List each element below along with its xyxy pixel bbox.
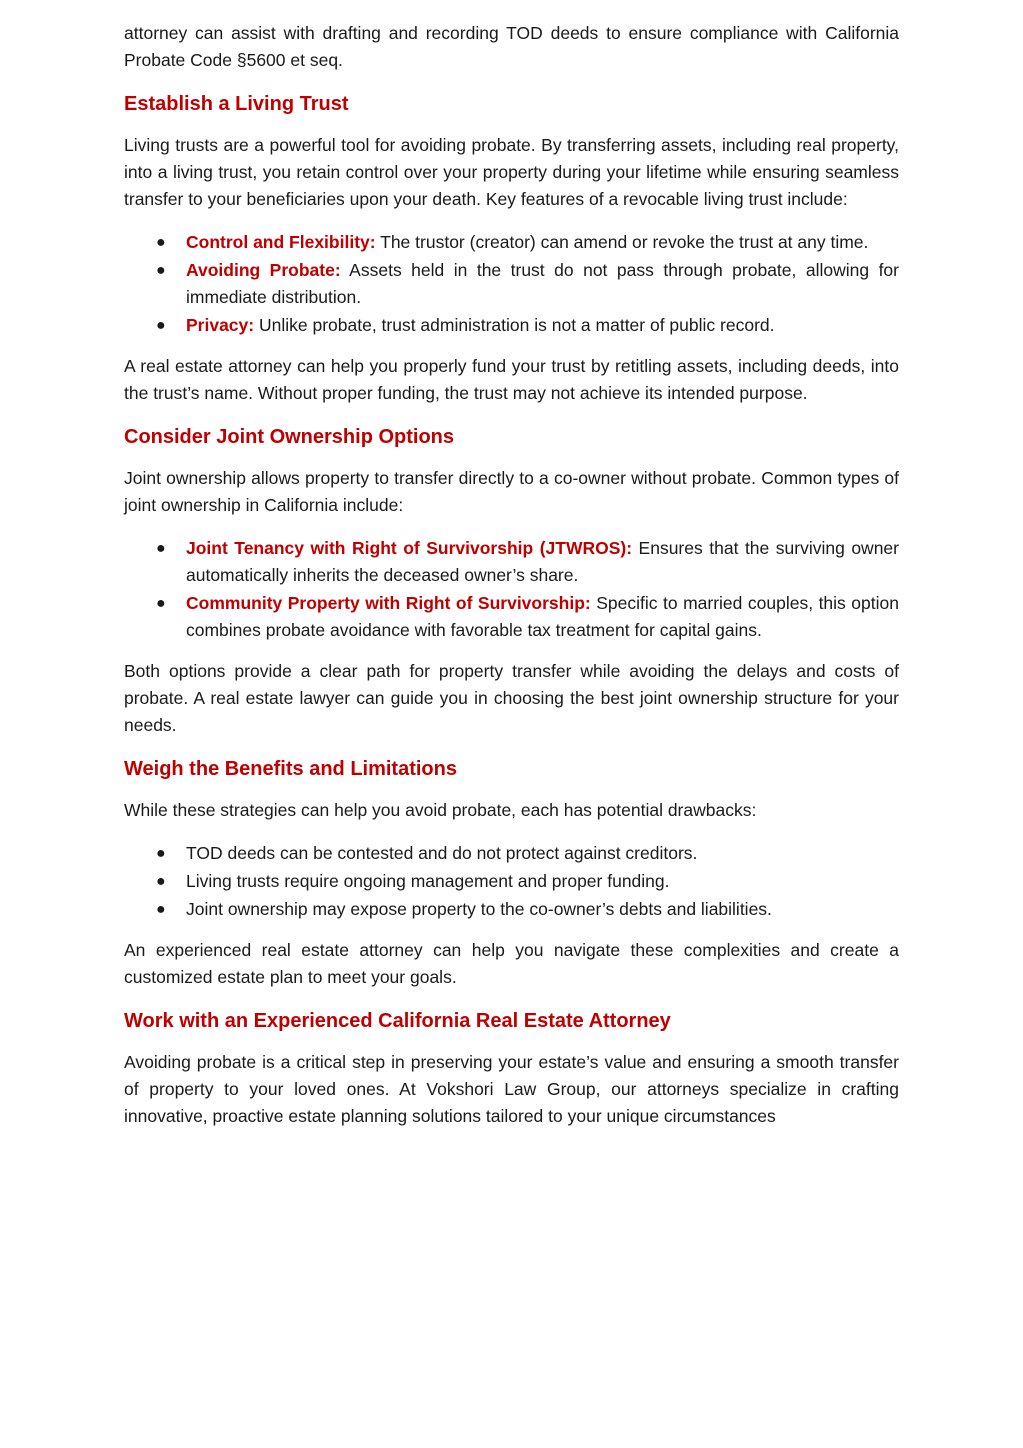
living-trust-features-list — [124, 229, 899, 339]
list-item — [124, 590, 899, 644]
list-item-text: Living trusts require ongoing management and proper funding. — [186, 871, 670, 891]
benefits-paragraph-1: While these strategies can help you avoid probate, each has potential drawbacks: — [124, 800, 757, 820]
heading-joint-ownership: Consider Joint Ownership Options — [124, 426, 455, 448]
living-trust-paragraph-1: Living trusts are a powerful tool for avoiding probate. By transferring assets, including real property, into a living trust, you retain control over your property during your lifetime while ensuring seamless transfer to your beneficiaries upon your death. Key features of a revocable living trust include: — [124, 135, 899, 209]
list-item-text: The trustor (creator) can amend or revoke the trust at any time. — [375, 232, 869, 252]
list-item — [124, 840, 899, 867]
list-item — [124, 257, 899, 311]
list-item-term: Community Property with Right of Survivorship: — [186, 593, 591, 613]
bullet-icon: ● — [156, 234, 166, 251]
list-item-term: Control and Flexibility: — [186, 232, 376, 252]
list-item — [124, 535, 899, 589]
bullet-icon: ● — [156, 317, 166, 334]
joint-ownership-paragraph-2: Both options provide a clear path for property transfer while avoiding the delays and costs of probate. A real estate lawyer can guide you in choosing the best joint ownership structure for your needs. — [124, 661, 899, 735]
list-item-text: Assets held in the trust do not pass through probate, allowing for immediate distribution. — [186, 260, 899, 307]
bullet-icon: ● — [156, 873, 166, 890]
bullet-icon: ● — [156, 901, 166, 918]
heading-living-trust: Establish a Living Trust — [124, 93, 349, 115]
list-item — [124, 312, 899, 339]
list-item-text: Unlike probate, trust administration is not a matter of public record. — [254, 315, 775, 335]
document-page — [124, 20, 899, 1146]
living-trust-paragraph-2: A real estate attorney can help you properly fund your trust by retitling assets, including deeds, into the trust’s name. Without proper funding, the trust may not achieve its intended purpose. — [124, 356, 899, 403]
bullet-icon: ● — [156, 845, 166, 862]
drawbacks-list — [124, 840, 899, 923]
joint-ownership-paragraph-1: Joint ownership allows property to transfer directly to a co-owner without probate. Common types of joint ownership in California include: — [124, 468, 899, 515]
heading-work-with-attorney: Work with an Experienced California Real Estate Attorney — [124, 1010, 671, 1032]
list-item — [124, 229, 899, 256]
list-item-term: Avoiding Probate: — [186, 260, 341, 280]
list-item-text: Ensures that the surviving owner automatically inherits the deceased owner’s share. — [186, 538, 899, 585]
list-item-term: Joint Tenancy with Right of Survivorship (JTWROS): — [186, 538, 633, 558]
list-item-term: Privacy: — [186, 315, 255, 335]
heading-benefits-limitations: Weigh the Benefits and Limitations — [124, 758, 457, 780]
bullet-icon: ● — [156, 595, 166, 612]
list-item-text: Specific to married couples, this option combines probate avoidance with favorable tax treatment for capital gains. — [186, 593, 899, 640]
intro-paragraph: attorney can assist with drafting and recording TOD deeds to ensure compliance with California Probate Code §5600 et seq. — [124, 23, 899, 70]
attorney-paragraph-1: Avoiding probate is a critical step in preserving your estate’s value and ensuring a smooth transfer of property to your loved ones. At Vokshori Law Group, our attorneys specialize in crafting innovative, proactive estate planning solutions tailored to your unique circumstances — [124, 1052, 899, 1126]
list-item — [124, 868, 899, 895]
bullet-icon: ● — [156, 540, 166, 557]
list-item — [124, 896, 899, 923]
benefits-paragraph-2: An experienced real estate attorney can help you navigate these complexities and create a customized estate plan to meet your goals. — [124, 940, 899, 987]
list-item-text: TOD deeds can be contested and do not protect against creditors. — [186, 843, 698, 863]
list-item-text: Joint ownership may expose property to the co-owner’s debts and liabilities. — [186, 899, 772, 919]
joint-ownership-types-list — [124, 535, 899, 644]
bullet-icon: ● — [156, 262, 166, 279]
